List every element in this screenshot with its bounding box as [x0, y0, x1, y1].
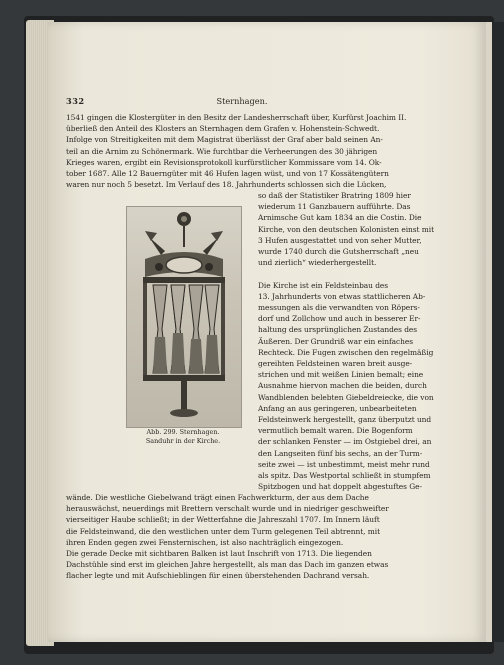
- facing-page-leaf: [486, 22, 492, 642]
- text-line: Arnimsche Gut kam 1834 an die Costin. Die: [258, 213, 422, 223]
- hourglass-illustration: [127, 207, 241, 427]
- text-line: Ausnahme hiervon machen die beiden, durch: [258, 381, 427, 391]
- text-line: vierseitiger Haube schließt; in der Wetterfahne die Jahreszahl 1707. Im Innern läuft: [66, 515, 380, 525]
- hourglass-figure: [126, 206, 242, 428]
- figure-caption-line-1: Abb. 299. Sternhagen.: [146, 428, 220, 436]
- text-line: 13. Jahrhunderts von etwas stattlicheren Ab-: [258, 291, 426, 301]
- text-line: teil an die Arnim zu Schönermark. Wie furchtbar die Verheerungen des 30 jährigen: [66, 146, 378, 156]
- text-line: Feldsteinwerk hergestellt, ganz überputzt und: [258, 415, 432, 424]
- text-line: Wandblenden belebten Giebeldreiecke, die von: [258, 392, 434, 402]
- text-line: flacher legte und mit Aufschieblingen für einen überstehenden Dachrand versah.: [66, 571, 370, 581]
- page-header: [66, 96, 418, 108]
- text-line: Die gerade Decke mit sichtbaren Balken ist laut Inschrift von 1713. Die liegenden: [66, 549, 372, 558]
- text-line: der schlanken Fenster — im Ostgiebel drei, an: [258, 437, 432, 447]
- text-line: Infolge von Streitigkeiten mit dem Magistrat überlässt der Graf aber bald seinen An-: [66, 135, 383, 145]
- text-line: und zierlich“ wiederhergestellt.: [258, 258, 377, 268]
- text-line: Dachstühle sind erst im gleichen Jahre hergestellt, als man das Dach im ganzen etwas: [66, 560, 389, 570]
- text-line: seite zwei — ist unbestimmt, meist mehr rund: [258, 459, 430, 469]
- text-line: den Langseiten fünf bis sechs, an der Turm-: [258, 448, 423, 458]
- text-line: gereihten Feldsteinen waren breit ausge-: [258, 359, 413, 368]
- text-line: die Feldsteinwand, die den westlichen unter dem Turm gelegenen Teil abtrennt, mit: [66, 526, 381, 536]
- text-line: 1541 gingen die Klostergüter in den Besitz der Landesherrschaft über, Kurfürst Joachim II.: [66, 113, 407, 122]
- text-line: herauswächst, neuerdings mit Brettern verschalt wurde und in niedriger geschweifter: [66, 504, 389, 514]
- text-line: Krieges waren, ergibt ein Revisionsprotokoll kurfürstlicher Kommissare vom 14. Ok-: [66, 157, 382, 167]
- text-line: messungen als die verwandten von Röpers-: [258, 303, 420, 312]
- text-line: Anfang an aus geringeren, unbearbeiteten: [258, 403, 417, 413]
- figure-caption-line-2: Sanduhr in der Kirche.: [145, 437, 221, 445]
- facing-page-edge: [486, 22, 504, 642]
- text-line: Kirche, von den deutschen Kolonisten einst mit: [258, 224, 435, 234]
- text-line: vermutlich bemalt waren. Die Bogenform: [258, 426, 413, 436]
- text-line: Spitzbogen und hat doppelt abgestuftes Ge-: [258, 482, 422, 492]
- text-line: 3 Hufen ausgestattet und von seher Mutter,: [258, 235, 422, 245]
- text-line: wurde 1740 durch die Gutsherrschaft „neu: [258, 247, 419, 256]
- running-title: Sternhagen.: [216, 96, 268, 106]
- text-line: wiederum 11 Ganzbauern aufführte. Das: [258, 202, 411, 212]
- text-line: ihren Enden gegen zwei Fensternischen, ist also nachträglich eingezogen.: [66, 537, 344, 547]
- text-line: waren nur noch 5 besetzt. Im Verlauf des 18. Jahrhunderts schlossen sich die Lücken,: [66, 180, 387, 190]
- text-line: so daß der Statistiker Bratring 1809 hier: [258, 191, 411, 200]
- text-line: dorf und Zollchow und auch in besserer Er-: [258, 314, 421, 324]
- text-line: überließ den Anteil des Klosters an Sternhagen dem Grafen v. Hohenstein-Schwedt.: [66, 124, 380, 134]
- text-line: Die Kirche ist ein Feldsteinbau des: [258, 280, 389, 290]
- text-line: haltung des ursprünglichen Zustandes des: [258, 325, 418, 335]
- text-line: tober 1687. Alle 12 Bauerngüter mit 46 Hufen lagen wüst, und von 17 Kossätengütern: [66, 169, 389, 178]
- text-line: Äußeren. Der Grundriß war ein einfaches: [258, 336, 414, 346]
- text-line: strichen und mit weißen Linien bemalt; eine: [258, 370, 424, 380]
- page-number: 332: [66, 96, 85, 106]
- text-line: wände. Die westliche Giebelwand trägt einen Fachwerkturm, der aus dem Dache: [66, 493, 369, 502]
- text-line: Rechteck. Die Fugen zwischen den regelmäßig: [258, 347, 434, 357]
- text-line: als spitz. Das Westportal schließt in stumpfem: [258, 471, 431, 480]
